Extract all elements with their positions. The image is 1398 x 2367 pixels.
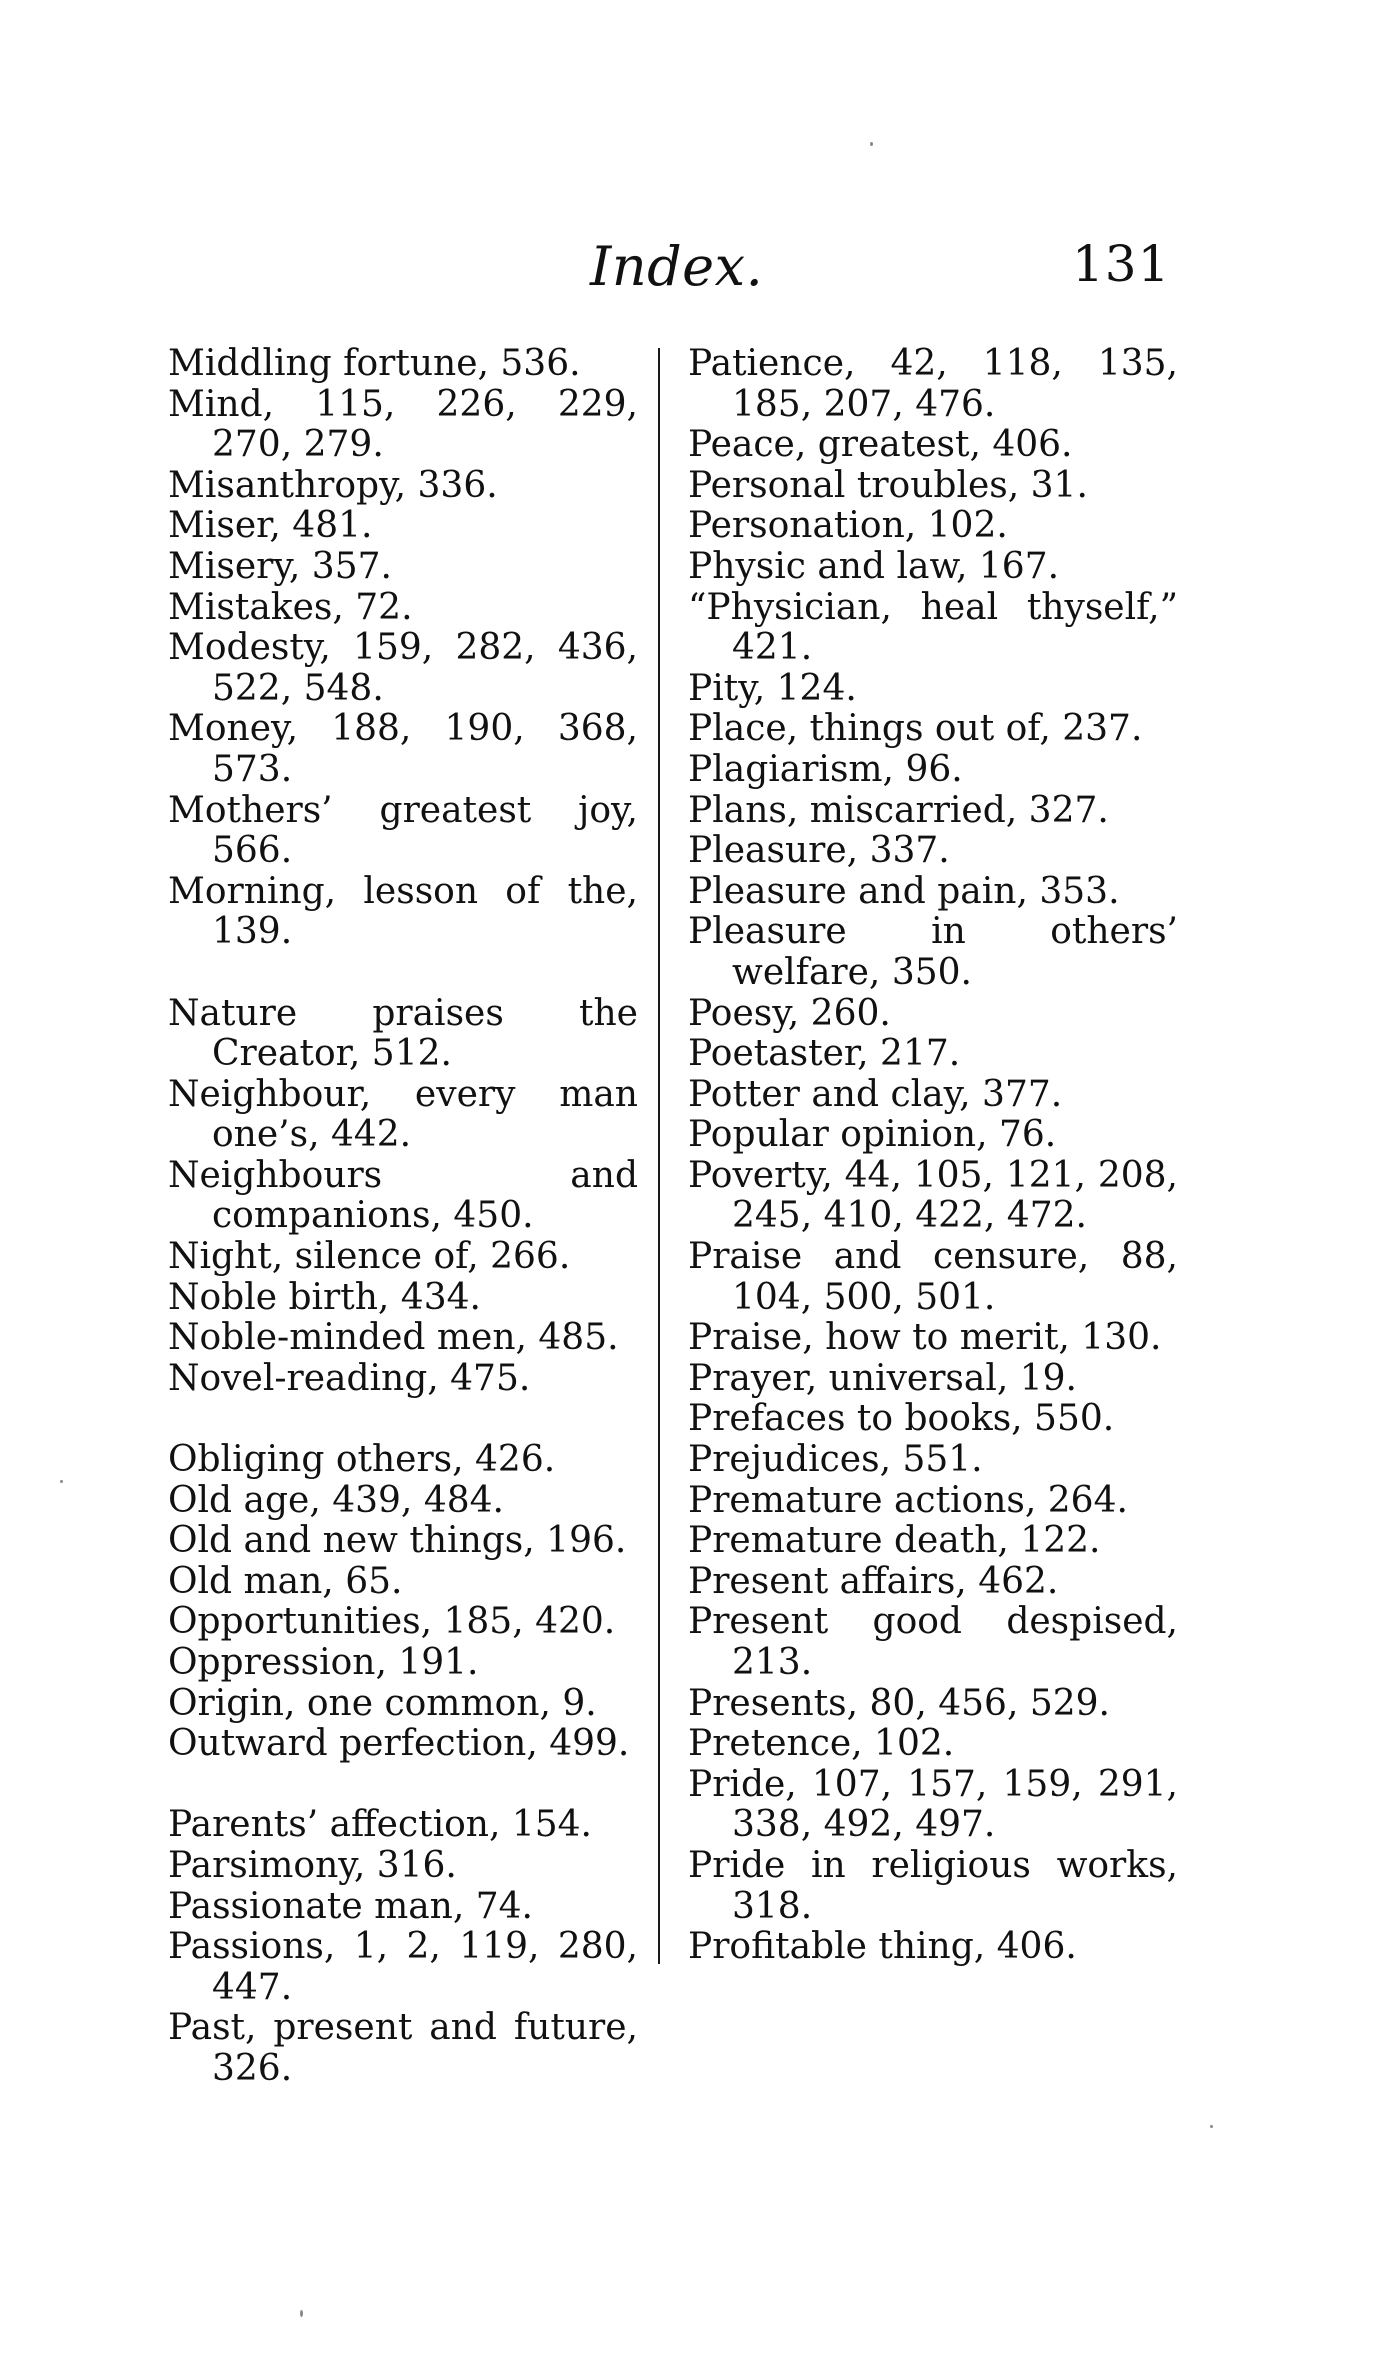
index-entry: Misery, 357.: [168, 545, 392, 587]
page-number: 131: [1072, 235, 1171, 293]
index-entry: Peace, greatest, 406.: [688, 424, 1073, 466]
index-entry: Passionate man, 74.: [168, 1885, 533, 1927]
index-entry: Poverty, 44, 105, 121, 208, 245, 410, 422, 472.: [688, 1154, 1178, 1237]
index-entry: Old man, 65.: [168, 1560, 403, 1602]
paper-speck: [60, 1480, 63, 1483]
index-entry: Pride in religious works, 318.: [688, 1844, 1178, 1927]
index-entry: Mothers’ greatest joy, 566.: [168, 789, 638, 872]
index-entry: Mistakes, 72.: [168, 586, 413, 628]
index-entry: Place, things out of, 237.: [688, 708, 1143, 750]
index-entry: Plagiarism, 96.: [688, 748, 963, 790]
paper-speck: [870, 142, 873, 146]
index-entry: Past, present and future, 326.: [168, 2007, 638, 2089]
index-entry: Middling fortune, 536.: [168, 343, 581, 384]
index-entry: Novel-reading, 475.: [168, 1357, 531, 1399]
index-entry: Physic and law, 167.: [688, 545, 1060, 587]
index-entry: Modesty, 159, 282, 436, 522, 548.: [168, 627, 638, 709]
index-entry: Obliging others, 426.: [168, 1439, 556, 1481]
index-entry: Noble-minded men, 485.: [168, 1317, 619, 1359]
index-entry: Prayer, universal, 19.: [688, 1357, 1078, 1399]
index-entry: Poesy, 260.: [688, 992, 891, 1034]
index-entry: Origin, one common, 9.: [168, 1682, 597, 1724]
index-entry: Noble birth, 434.: [168, 1276, 481, 1318]
index-entry: Pretence, 102.: [688, 1723, 955, 1765]
index-entry: Neighbour, every man one’s, 442.: [168, 1073, 638, 1156]
index-entry: Presents, 80, 456, 529.: [688, 1682, 1110, 1724]
column-divider: [658, 348, 660, 1964]
index-entry: Mind, 115, 226, 229, 270, 279.: [168, 383, 638, 466]
index-entry: Misanthropy, 336.: [168, 464, 498, 506]
index-entry: Pleasure, 337.: [688, 830, 950, 872]
paper-speck: [300, 2310, 303, 2317]
index-entry: Opportunities, 185, 420.: [168, 1601, 616, 1643]
index-entry: Morning, lesson of the, 139.: [168, 870, 638, 953]
index-group-p-left: [168, 1805, 638, 2089]
index-entry: Patience, 42, 118, 135, 185, 207, 476.: [688, 343, 1178, 425]
index-column-right: [688, 344, 1178, 1968]
index-group-p-right: [688, 344, 1178, 1968]
paper-speck: [1210, 2125, 1213, 2128]
index-entry: Praise, how to merit, 130.: [688, 1317, 1162, 1359]
index-entry: Pride, 107, 157, 159, 291, 338, 492, 497.: [688, 1763, 1178, 1846]
index-entry: Prejudices, 551.: [688, 1439, 983, 1481]
index-entry: Nature praises the Creator, 512.: [168, 992, 638, 1075]
index-entry: Old age, 439, 484.: [168, 1479, 504, 1521]
running-head-title: Index.: [590, 235, 764, 298]
index-entry: Parents’ affection, 154.: [168, 1804, 592, 1846]
index-entry: “Physician, heal thyself,” 421.: [688, 586, 1178, 669]
index-group-m: [168, 344, 638, 953]
index-entry: Poetaster, 217.: [688, 1033, 961, 1075]
index-entry: Old and new things, 196.: [168, 1520, 627, 1562]
index-entry: Popular opinion, 76.: [688, 1114, 1057, 1156]
index-column-left: [168, 344, 638, 2090]
index-entry: Money, 188, 190, 368, 573.: [168, 708, 638, 790]
index-entry: Neighbours and companions, 450.: [168, 1154, 638, 1237]
index-entry: Premature death, 122.: [688, 1520, 1101, 1562]
index-entry: Plans, miscarried, 327.: [688, 789, 1109, 831]
index-entry: Pleasure in others’ welfare, 350.: [688, 911, 1178, 993]
index-entry: Outward perfection, 499.: [168, 1723, 630, 1765]
index-entry: Premature actions, 264.: [688, 1479, 1128, 1521]
index-entry: Parsimony, 316.: [168, 1844, 457, 1886]
index-entry: Personal troubles, 31.: [688, 464, 1088, 506]
index-entry: Potter and clay, 377.: [688, 1073, 1063, 1115]
index-entry: Passions, 1, 2, 119, 280, 447.: [168, 1926, 638, 2008]
index-entry: Prefaces to books, 550.: [688, 1398, 1115, 1440]
index-entry: Present affairs, 462.: [688, 1560, 1059, 1602]
index-entry: Personation, 102.: [688, 505, 1008, 547]
index-group-o: [168, 1440, 638, 1765]
index-entry: Pleasure and pain, 353.: [688, 870, 1120, 912]
index-entry: Night, silence of, 266.: [168, 1236, 571, 1278]
index-entry: Profitable thing, 406.: [688, 1926, 1077, 1968]
index-entry: Miser, 481.: [168, 505, 373, 547]
index-entry: Praise and censure, 88, 104, 500, 501.: [688, 1236, 1178, 1318]
index-entry: Present good despised, 213.: [688, 1601, 1178, 1683]
index-entry: Pity, 124.: [688, 667, 857, 709]
index-group-n: [168, 994, 638, 1400]
index-entry: Oppression, 191.: [168, 1642, 479, 1683]
